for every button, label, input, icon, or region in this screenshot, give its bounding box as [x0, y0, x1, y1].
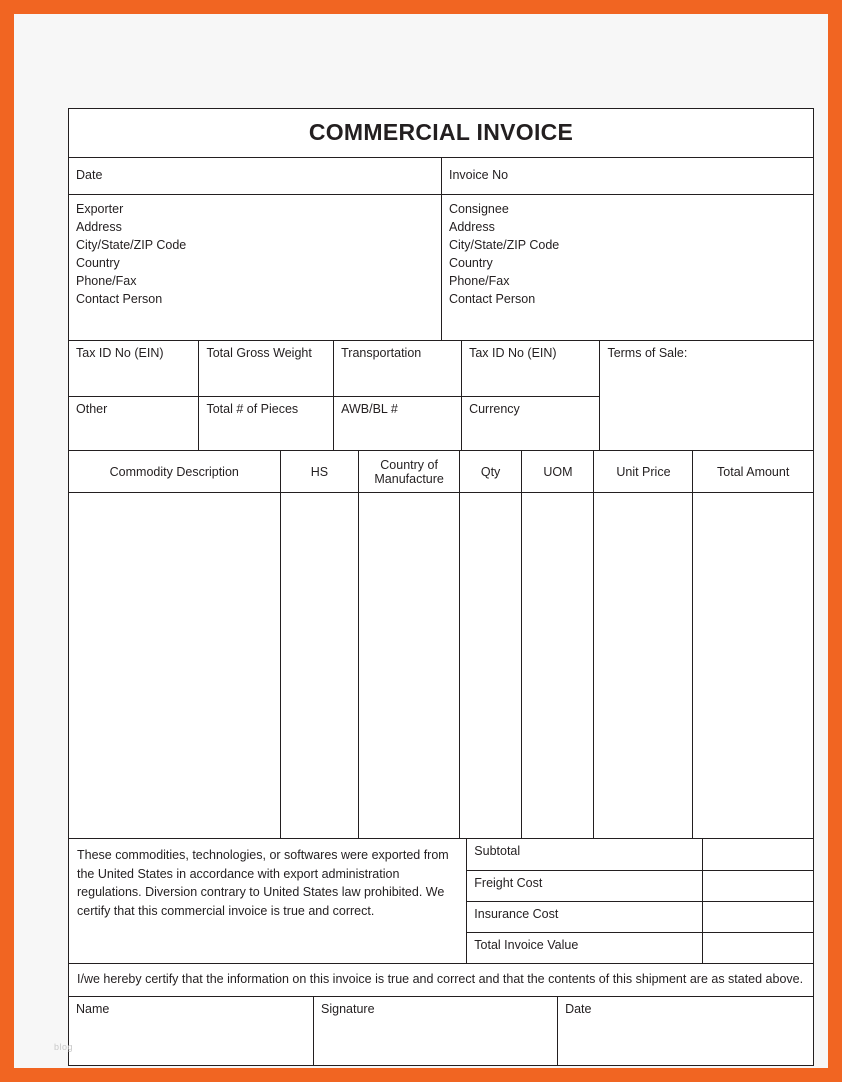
total-invoice-value-value[interactable]: [702, 932, 813, 963]
freight-cost-label: Freight Cost: [466, 870, 702, 901]
awb-bl-field[interactable]: [333, 396, 461, 450]
items-cell-unit-price[interactable]: [593, 493, 692, 838]
tax-id-2-label: Tax ID No (EIN): [469, 346, 557, 360]
items-cell-country[interactable]: [358, 493, 458, 838]
date-label: Date: [76, 168, 103, 182]
consignee-country-label: Country: [449, 256, 493, 270]
other-field[interactable]: [69, 396, 198, 450]
col-qty-label: Qty: [480, 464, 501, 479]
consignee-city-label: City/State/ZIP Code: [449, 238, 560, 252]
col-uom-label: UOM: [543, 464, 573, 479]
signature-label: Signature: [321, 1002, 375, 1016]
date-invoice-row: [69, 158, 813, 194]
name-field[interactable]: [69, 997, 313, 1065]
name-label: Name: [76, 1002, 110, 1016]
insurance-cost-value[interactable]: [702, 901, 813, 932]
exporter-phone-label: Phone/Fax: [76, 274, 137, 288]
exporter-contact-label: Contact Person: [76, 292, 163, 306]
col-total-amount-label: Total Amount: [717, 464, 790, 479]
col-hs-label: HS: [310, 464, 329, 479]
invoice-no-field[interactable]: [441, 158, 813, 194]
totals-row-freight: [466, 870, 813, 901]
other-label: Other: [76, 402, 108, 416]
totals-row-total: [466, 932, 813, 963]
gross-weight-field[interactable]: [198, 341, 333, 396]
items-table-header: [69, 450, 813, 492]
col-qty: [459, 451, 521, 492]
watermark: blog: [54, 1042, 74, 1052]
totals-column: [466, 839, 813, 963]
export-statement: These commodities, technologies, or softwares were exported from the United States in accordance with export administration regulations. Diversion contrary to United States law prohibited. We certify that this commercial invoice is true and correct.: [77, 848, 449, 918]
gross-weight-label: Total Gross Weight: [206, 346, 312, 360]
shipment-details-row-2: [69, 396, 813, 450]
tax-id-field[interactable]: [69, 341, 198, 396]
subtotal-value[interactable]: [702, 839, 813, 870]
consignee-address-label: Address: [449, 220, 495, 234]
items-table-body: [69, 492, 813, 838]
consignee-block[interactable]: [441, 195, 813, 340]
consignee-contact-label: Contact Person: [449, 292, 536, 306]
insurance-cost-label: Insurance Cost: [466, 901, 702, 932]
freight-cost-value[interactable]: [702, 870, 813, 901]
exporter-address-label: Address: [76, 220, 122, 234]
pieces-label: Total # of Pieces: [206, 402, 299, 416]
exporter-block[interactable]: [69, 195, 441, 340]
totals-row-subtotal: [466, 839, 813, 870]
signature-field[interactable]: [313, 997, 557, 1065]
signature-date-label: Date: [565, 1002, 592, 1016]
page-canvas: [14, 14, 828, 1068]
exporter-heading: Exporter: [76, 202, 124, 216]
signature-row: [69, 996, 813, 1065]
col-total-amount: [692, 451, 813, 492]
col-country-line1: Country of: [380, 457, 438, 472]
commercial-invoice-document: [68, 108, 814, 1066]
exporter-city-label: City/State/ZIP Code: [76, 238, 187, 252]
tax-id-2-field[interactable]: [461, 341, 599, 396]
terms-of-sale-spacer: [599, 396, 813, 450]
transportation-field[interactable]: [333, 341, 461, 396]
consignee-heading: Consignee: [449, 202, 509, 216]
statement-and-totals: [69, 838, 813, 963]
pieces-field[interactable]: [198, 396, 333, 450]
items-cell-description[interactable]: [69, 493, 280, 838]
certification-statement: I/we hereby certify that the information on this invoice is true and correct and that the contents of this shipment are as stated above.: [69, 963, 813, 996]
col-commodity-description: [69, 451, 280, 492]
parties-row: [69, 194, 813, 340]
col-hs: [280, 451, 359, 492]
transportation-label: Transportation: [341, 346, 422, 360]
currency-field[interactable]: [461, 396, 599, 450]
signature-date-field[interactable]: [557, 997, 813, 1065]
col-unit-price: [593, 451, 692, 492]
currency-label: Currency: [469, 402, 520, 416]
consignee-phone-label: Phone/Fax: [449, 274, 510, 288]
items-cell-total-amount[interactable]: [692, 493, 813, 838]
col-country-line2: Manufacture: [374, 471, 444, 486]
total-invoice-value-label: Total Invoice Value: [466, 932, 702, 963]
totals-row-insurance: [466, 901, 813, 932]
invoice-no-label: Invoice No: [449, 168, 509, 182]
col-unit-price-label: Unit Price: [616, 464, 671, 479]
col-country-of-manufacture: [358, 451, 458, 492]
items-cell-qty[interactable]: [459, 493, 521, 838]
col-uom: [521, 451, 593, 492]
tax-id-label: Tax ID No (EIN): [76, 346, 164, 360]
awb-bl-label: AWB/BL #: [341, 402, 398, 416]
col-commodity-description-label: Commodity Description: [109, 464, 239, 479]
page-title: COMMERCIAL INVOICE: [69, 109, 813, 158]
subtotal-label: Subtotal: [466, 839, 702, 870]
items-cell-hs[interactable]: [280, 493, 359, 838]
items-cell-uom[interactable]: [521, 493, 593, 838]
exporter-country-label: Country: [76, 256, 120, 270]
date-field[interactable]: [69, 158, 441, 194]
terms-of-sale-label: Terms of Sale:: [607, 346, 688, 360]
